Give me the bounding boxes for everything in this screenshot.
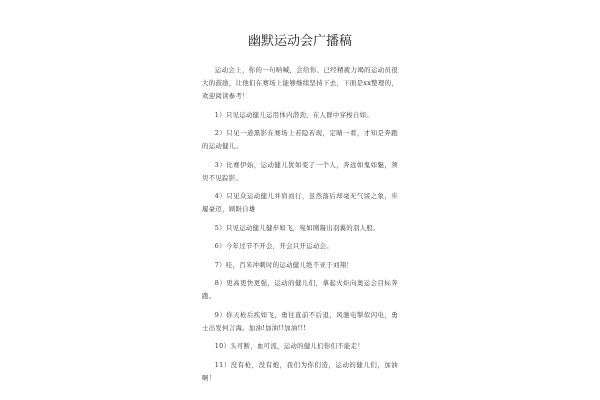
paragraph-item-7: 7）哇，百米冲刺时的运动健儿绝不亚于刘翔！: [214, 260, 353, 269]
paragraph-item-3: 3）比赛伊始，运动健儿犹如变了一个人，奔远如鬼如魅，须臾不见踪影。: [202, 160, 398, 182]
paragraph-item-8: 8）更高更快更强，运动的健儿们，拿起火炬向奥运会目标奔跑。: [202, 279, 398, 300]
paragraph-item-4: 4）只见众运动健儿并肩而行，虽然落后却毫无气馁之象，步履豪迈，顾盼自雄: [202, 192, 398, 213]
paragraph-item-6: 6）今年过节不开会，开会只开运动会。: [214, 242, 333, 250]
paragraph-item-10: 10）头可断，血可流，运动的健儿们你们不能走！: [214, 342, 365, 350]
paragraph-item-2: 2）只见一道黑影在赛场上若隐若现，定睛一看，才知是奔跑的运动健儿。: [202, 129, 398, 150]
paragraph-intro: 运动会上，你的一句呐喊，会给你、已经精疲力竭的运动员很大的鼓励，让他们在赛场上能够继续坚持下去，下面是xx整理的，欢迎阅读参考！: [202, 66, 398, 100]
document-body: [202, 64, 398, 390]
paragraph-item-5: 5）只见运动健儿健步如飞，宛如刚凝出羽翼的羽人般。: [214, 223, 380, 232]
paragraph-item-1: 1）只见运动健儿运用体内潜劲，在人群中穿梭自如。: [214, 110, 374, 119]
paragraph-item-11: 11）没有枪，没有炮，我们为你们造，运动的健儿们，加油啊！: [202, 360, 398, 382]
paragraph-item-9: 9）你天枪后疾如飞，勇往直前不后退，风驰电掣似闪电，勇士出发何言海。加油!加油!!加油!!!: [202, 310, 398, 332]
document-title: 幽默运动会广播稿: [247, 34, 352, 49]
